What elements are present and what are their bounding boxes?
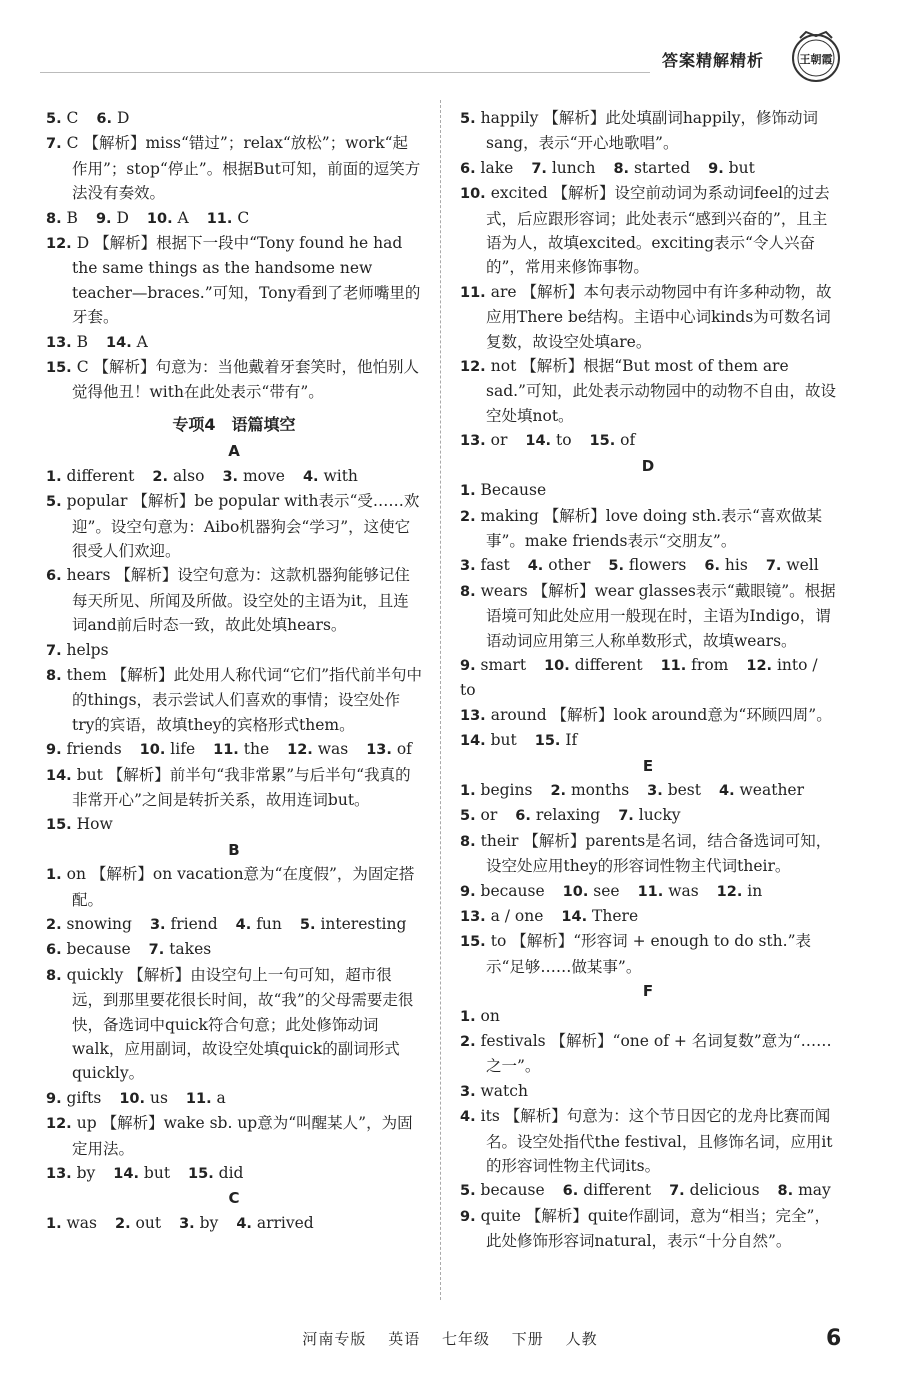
answer-number: 1.	[460, 483, 476, 500]
answer-number: 9.	[95, 210, 112, 227]
answer-number: 8.	[613, 160, 630, 177]
answer-number: 14.	[46, 767, 77, 784]
answer-row	[46, 1161, 422, 1186]
right-column	[460, 106, 836, 1254]
answer-number: 13.	[46, 334, 72, 351]
answer-number: 9.	[460, 1208, 481, 1225]
explanation-text: making 【解析】love doing sth.表示“喜欢做某事”。make friends表示“交朋友”。	[480, 506, 822, 550]
answer-number: 9.	[46, 742, 62, 759]
right-block-f	[460, 1004, 836, 1254]
explanation-text: quite 【解析】quite作副词，意为“相当；完全”，此处修饰形容词natural，表示“十分自然”。	[480, 1206, 830, 1251]
explanation-text: C 【解析】句意为：当他戴着牙套笑时，他怕别人觉得他丑！with在此处表示“带有”。	[72, 358, 420, 402]
answer-explanation	[46, 131, 422, 205]
answer-number: 1.	[46, 1215, 62, 1232]
logo-text: 王朝霞	[799, 53, 833, 66]
explanation-text: up 【解析】wake sb. up意为“叫醒某人”，为固定用法。	[72, 1114, 413, 1158]
answer-row	[46, 206, 422, 231]
left-block-1	[46, 106, 422, 405]
answer-number: 5.	[460, 111, 481, 127]
answer-row	[460, 1079, 836, 1104]
answer-number: 15.	[589, 433, 616, 450]
answer-explanation	[460, 829, 836, 879]
right-block-e	[460, 778, 836, 979]
answer-number: 8.	[46, 210, 62, 227]
answer-number: 13.	[460, 707, 491, 724]
answer-number: 15.	[188, 1166, 214, 1183]
answer-number: 12.	[287, 742, 313, 759]
answer-number: 8.	[777, 1183, 794, 1200]
explanation-text: them 【解析】此处用人称代词“它们”指代前半句中的things，表示尝试人们喜欢的事情；设空处作try的宾语，故填they的宾格形式them。	[66, 665, 423, 734]
header-rule	[40, 72, 650, 73]
explanation-text: excited 【解析】设空前动词为系动词feel的过去式，后应跟形容词；此处表示“感到兴奋的”，且主语为人，故填excited。exciting表示“令人兴奋的”，常用来修饰事物。	[486, 184, 830, 277]
answer-explanation	[46, 563, 422, 637]
answer-number: 13.	[460, 909, 486, 925]
answer-number: 11.	[213, 742, 239, 759]
answer-explanation	[460, 181, 836, 280]
explanation-text: to 【解析】“形容词 + enough to do sth.”表示“足够……做某事”。	[486, 932, 811, 976]
answer-value: us	[145, 1088, 168, 1107]
answer-explanation	[46, 763, 422, 813]
answer-number: 3.	[222, 468, 239, 485]
column-divider	[440, 100, 441, 1300]
answer-number: 10.	[460, 186, 491, 203]
answer-value: by	[71, 1164, 96, 1183]
answer-value: the	[238, 740, 270, 759]
answer-number: 5.	[46, 494, 67, 511]
answer-explanation	[460, 1029, 836, 1079]
page-number: 6	[826, 1326, 842, 1351]
answer-explanation	[460, 579, 836, 653]
answer-number: 14.	[525, 433, 552, 450]
answer-number: 2.	[460, 1034, 481, 1051]
answer-number: 3.	[179, 1215, 195, 1232]
answer-value: friend	[165, 915, 218, 933]
answer-number: 3.	[149, 917, 166, 933]
answer-value: was	[312, 740, 349, 759]
answer-number: 14.	[113, 1166, 139, 1183]
answer-value: B	[71, 332, 89, 351]
subsection-d-label: D	[641, 456, 655, 475]
answer-value: to	[551, 431, 572, 450]
answer-number: 6.	[515, 808, 531, 825]
answer-row	[460, 428, 836, 453]
answer-row	[460, 803, 836, 828]
answer-number: 4.	[302, 468, 319, 485]
answer-number: 6.	[46, 568, 67, 585]
answer-value: but	[485, 731, 517, 750]
answer-number: 15.	[46, 817, 72, 834]
answer-number: 12.	[716, 883, 743, 900]
left-block-b	[46, 862, 422, 1186]
answer-value: fast	[475, 556, 510, 575]
answer-number: 12.	[46, 1116, 77, 1133]
answer-value: out	[130, 1213, 162, 1232]
answer-value: into / to	[460, 655, 818, 700]
answer-value: arrived	[251, 1213, 314, 1232]
answer-number: 12.	[46, 236, 77, 253]
answer-number: 6.	[460, 160, 476, 177]
answer-row	[460, 778, 836, 803]
answer-row	[460, 653, 836, 703]
answer-value: in	[742, 881, 763, 900]
answer-value: or	[475, 806, 498, 825]
answer-value: a / one	[485, 907, 544, 925]
answer-number: 10.	[146, 210, 173, 227]
header-title: 答案精解精析	[662, 51, 765, 70]
answer-number: 9.	[708, 160, 724, 177]
answer-row	[46, 912, 422, 937]
answer-value: How	[71, 815, 113, 834]
answer-value: of	[615, 431, 636, 450]
answer-explanation	[460, 1104, 836, 1178]
answer-number: 10.	[562, 883, 589, 900]
answer-number: 6.	[96, 111, 113, 127]
answer-value: C	[232, 208, 250, 227]
answer-value: takes	[164, 940, 212, 959]
answer-number: 13.	[46, 1166, 72, 1183]
explanation-text: are 【解析】本句表示动物园中有许多种动物，故应用There be结构。主语中心词kinds为可数名词复数，故设空处填are。	[486, 282, 832, 351]
answer-number: 11.	[637, 883, 664, 900]
answer-value: see	[588, 881, 620, 900]
answer-value: lucky	[633, 806, 681, 825]
answer-value: started	[629, 158, 691, 177]
answer-explanation	[460, 703, 836, 728]
answer-number: 4.	[527, 558, 544, 575]
answer-number: 7.	[765, 558, 782, 575]
answer-explanation	[46, 489, 422, 563]
answer-value: watch	[475, 1081, 528, 1100]
answer-number: 1.	[46, 468, 62, 485]
answer-row	[46, 464, 422, 489]
answer-number: 7.	[46, 642, 62, 659]
answer-number: 7.	[669, 1183, 685, 1200]
answer-value: on	[475, 1006, 500, 1025]
explanation-text: D 【解析】根据下一段中“Tony found he had the same things as the handsome new teacher—braces.”可知，Tony看到了老师嘴里的牙套。	[72, 234, 421, 327]
answer-row	[460, 879, 836, 904]
answer-value: Because	[475, 481, 547, 500]
left-column	[46, 106, 422, 1236]
answer-value: did	[213, 1164, 244, 1183]
answer-number: 2.	[46, 917, 62, 933]
explanation-text: its 【解析】句意为：这个节日因它的龙舟比赛而闻名。设空处指代the festival，且修饰名词，应用it的形容词性物主代词its。	[480, 1107, 833, 1176]
answer-number: 2.	[152, 468, 169, 485]
answer-value: flowers	[623, 556, 687, 575]
answer-value: best	[662, 780, 701, 799]
subsection-e-label: E	[642, 756, 654, 775]
publisher-logo-icon	[790, 28, 842, 84]
answer-number: 4.	[236, 1215, 252, 1232]
explanation-text: festivals 【解析】“one of + 名词复数”意为“……之一”。	[480, 1032, 832, 1076]
explanation-text: C 【解析】miss“错过”；relax“放松”；work“起作用”；stop“停止”。根据But可知，前面的逗笑方法没有奏效。	[66, 134, 421, 203]
answer-value: or	[485, 431, 508, 450]
answer-number: 12.	[746, 657, 773, 674]
explanation-text: not 【解析】根据“But most of them are sad.”可知，此处表示动物园中的动物不自由，故设空处填not。	[486, 357, 836, 425]
answer-number: 5.	[460, 1183, 476, 1200]
answer-value: delicious	[684, 1181, 760, 1200]
explanation-text: on 【解析】on vacation意为“在度假”，为固定搭配。	[66, 865, 415, 909]
answer-value: move	[238, 466, 285, 485]
answer-explanation	[460, 929, 836, 979]
answer-value: different	[569, 655, 643, 674]
answer-number: 7.	[148, 942, 165, 959]
answer-value: life	[165, 740, 196, 759]
right-block-1	[460, 106, 836, 454]
answer-number: 2.	[460, 508, 481, 525]
answer-value: other	[543, 556, 591, 575]
answer-explanation	[46, 963, 422, 1086]
answer-explanation	[460, 280, 836, 354]
right-block-d	[460, 478, 836, 753]
answer-number: 10.	[139, 742, 166, 759]
answer-value: of	[391, 740, 412, 759]
answer-number: 15.	[534, 733, 561, 750]
subsection-f-label: F	[642, 982, 654, 1001]
answer-row	[460, 156, 836, 181]
answer-number: 12.	[460, 359, 491, 376]
answer-value: may	[793, 1181, 831, 1200]
answer-value: months	[566, 780, 630, 799]
answer-value: snowing	[61, 915, 132, 933]
answer-number: 14.	[561, 909, 588, 925]
answer-number: 1.	[460, 782, 476, 799]
answer-value: helps	[61, 640, 109, 659]
answer-value: lunch	[546, 158, 596, 177]
answer-value: relaxing	[530, 806, 601, 825]
answer-number: 4.	[460, 1109, 481, 1126]
answer-number: 9.	[460, 883, 476, 900]
answer-number: 7.	[618, 808, 634, 825]
answer-number: 15.	[46, 360, 77, 377]
subsection-c-label: C	[228, 1189, 240, 1208]
answer-number: 7.	[46, 136, 67, 153]
answer-row	[460, 904, 836, 929]
footer-volume: 下册	[511, 1330, 544, 1348]
explanation-text: hears 【解析】设空句意为：这款机器狗能够记住每天所见、所闻及所做。设空处的主语为it，且连词and前后时态一致，故此处填hears。	[66, 566, 410, 635]
answer-row	[460, 478, 836, 503]
answer-value: but	[723, 158, 755, 177]
left-block-a	[46, 464, 422, 838]
answer-number: 15.	[460, 934, 491, 951]
footer-grade: 七年级	[441, 1330, 490, 1348]
explanation-text: but 【解析】前半句“我非常累”与后半句“我真的非常开心”之间是转折关系，故用连词but。	[72, 765, 411, 809]
answer-number: 10.	[119, 1090, 146, 1107]
answer-row	[46, 737, 422, 762]
answer-number: 1.	[460, 1008, 476, 1025]
answer-row	[46, 106, 422, 131]
answer-value: If	[560, 731, 578, 750]
left-block-c	[46, 1211, 422, 1236]
answer-row	[46, 330, 422, 355]
answer-value: D	[111, 208, 129, 227]
answer-row	[46, 937, 422, 962]
answer-value: weather	[734, 780, 805, 799]
footer-publisher: 人教	[565, 1330, 598, 1348]
answer-number: 11.	[660, 657, 687, 674]
answer-value: was	[663, 881, 699, 900]
explanation-text: around 【解析】look around意为“环顾四周”。	[490, 705, 832, 724]
subsection-b-label: B	[228, 840, 240, 859]
answer-number: 13.	[366, 742, 392, 759]
answer-number: 9.	[460, 657, 476, 674]
answer-value: interesting	[315, 915, 407, 933]
section-title: 专项4 语篇填空	[172, 414, 296, 434]
explanation-text: popular 【解析】be popular with表示“受……欢迎”。设空句意为：Aibo机器狗会“学习”，这使它很受人们欢迎。	[66, 492, 420, 560]
answer-row	[460, 1178, 836, 1203]
answer-number: 5.	[299, 917, 316, 933]
answer-value: There	[587, 907, 639, 925]
answer-number: 5.	[46, 111, 62, 127]
explanation-text: quickly 【解析】由设空句上一句可知，超市很远，到那里要花很长时间，故“我”的父母需要走很快，备选词中quick符合句意；此处修饰动词walk，应用副词，故设空处填quick的副词形式quickly。	[66, 965, 414, 1083]
answer-number: 5.	[608, 558, 624, 575]
answer-value: A	[131, 332, 148, 351]
answer-value: B	[61, 208, 78, 227]
answer-value: smart	[475, 655, 527, 674]
answer-explanation	[460, 504, 836, 554]
answer-row	[46, 1086, 422, 1111]
answer-number: 14.	[106, 334, 132, 351]
answer-value: begins	[475, 780, 533, 799]
answer-value: fun	[251, 915, 282, 933]
answer-row	[46, 1211, 422, 1236]
page-footer	[0, 1328, 900, 1349]
answer-row	[46, 638, 422, 663]
answer-value: friends	[61, 740, 122, 759]
answer-row	[46, 812, 422, 837]
answer-row	[460, 728, 836, 753]
answer-number: 11.	[185, 1090, 212, 1107]
answer-value: by	[194, 1213, 219, 1232]
answer-number: 9.	[46, 1090, 62, 1107]
answer-number: 1.	[46, 867, 67, 884]
answer-value: well	[781, 556, 819, 575]
answer-number: 3.	[460, 558, 476, 575]
answer-value: with	[318, 466, 358, 485]
answer-value: also	[168, 466, 205, 485]
answer-value: A	[172, 208, 189, 227]
answer-number: 14.	[460, 733, 486, 750]
explanation-text: their 【解析】parents是名词，结合备选词可知，设空处应用they的形容词性物主代词their。	[480, 831, 832, 876]
answer-value: from	[686, 655, 729, 674]
answer-row	[460, 553, 836, 578]
footer-edition: 河南专版	[302, 1330, 367, 1348]
answer-explanation	[46, 231, 422, 330]
answer-explanation	[460, 106, 836, 156]
answer-number: 8.	[46, 967, 67, 984]
answer-number: 6.	[562, 1183, 579, 1200]
answer-number: 2.	[115, 1215, 131, 1232]
answer-explanation	[46, 1111, 422, 1161]
answer-explanation	[46, 355, 422, 405]
answer-value: but	[138, 1164, 171, 1183]
answer-number: 3.	[647, 782, 663, 799]
answer-value: different	[578, 1181, 652, 1200]
answer-value: C	[61, 109, 79, 127]
answer-row	[460, 1004, 836, 1029]
answer-number: 8.	[46, 667, 67, 684]
answer-number: 4.	[719, 782, 735, 799]
answer-number: 8.	[460, 583, 481, 600]
explanation-text: wears 【解析】wear glasses表示“戴眼镜”。根据语境可知此处应用一般现在时，主语为Indigo，谓语动词应用第三人称单数形式，故填wears。	[480, 581, 836, 650]
answer-number: 6.	[46, 942, 62, 959]
answer-value: because	[475, 881, 545, 900]
answer-explanation	[460, 354, 836, 428]
answer-value: lake	[475, 158, 514, 177]
answer-number: 8.	[460, 833, 481, 850]
answer-value: was	[61, 1213, 97, 1232]
answer-number: 11.	[460, 284, 491, 301]
footer-subject: 英语	[388, 1330, 421, 1348]
answer-number: 10.	[544, 657, 570, 674]
answer-value: his	[720, 556, 748, 575]
answer-number: 4.	[235, 917, 252, 933]
answer-number: 2.	[550, 782, 567, 799]
answer-number: 13.	[460, 433, 486, 450]
answer-value: different	[61, 466, 135, 485]
answer-explanation	[46, 663, 422, 737]
answer-number: 3.	[460, 1083, 476, 1100]
answer-explanation	[460, 1204, 836, 1254]
answer-value: D	[112, 109, 130, 127]
answer-value: a	[211, 1088, 226, 1107]
answer-value: because	[61, 940, 131, 959]
answer-explanation	[46, 862, 422, 912]
explanation-text: happily 【解析】此处填副词happily，修饰动词sang，表示“开心地歌唱”。	[480, 109, 819, 153]
answer-number: 7.	[531, 160, 547, 177]
answer-value: because	[475, 1181, 545, 1200]
subsection-a-label: A	[228, 442, 240, 461]
answer-number: 6.	[704, 558, 720, 575]
page-header	[0, 0, 900, 100]
answer-value: gifts	[61, 1088, 102, 1107]
answer-number: 11.	[206, 210, 233, 227]
answer-number: 5.	[460, 808, 476, 825]
